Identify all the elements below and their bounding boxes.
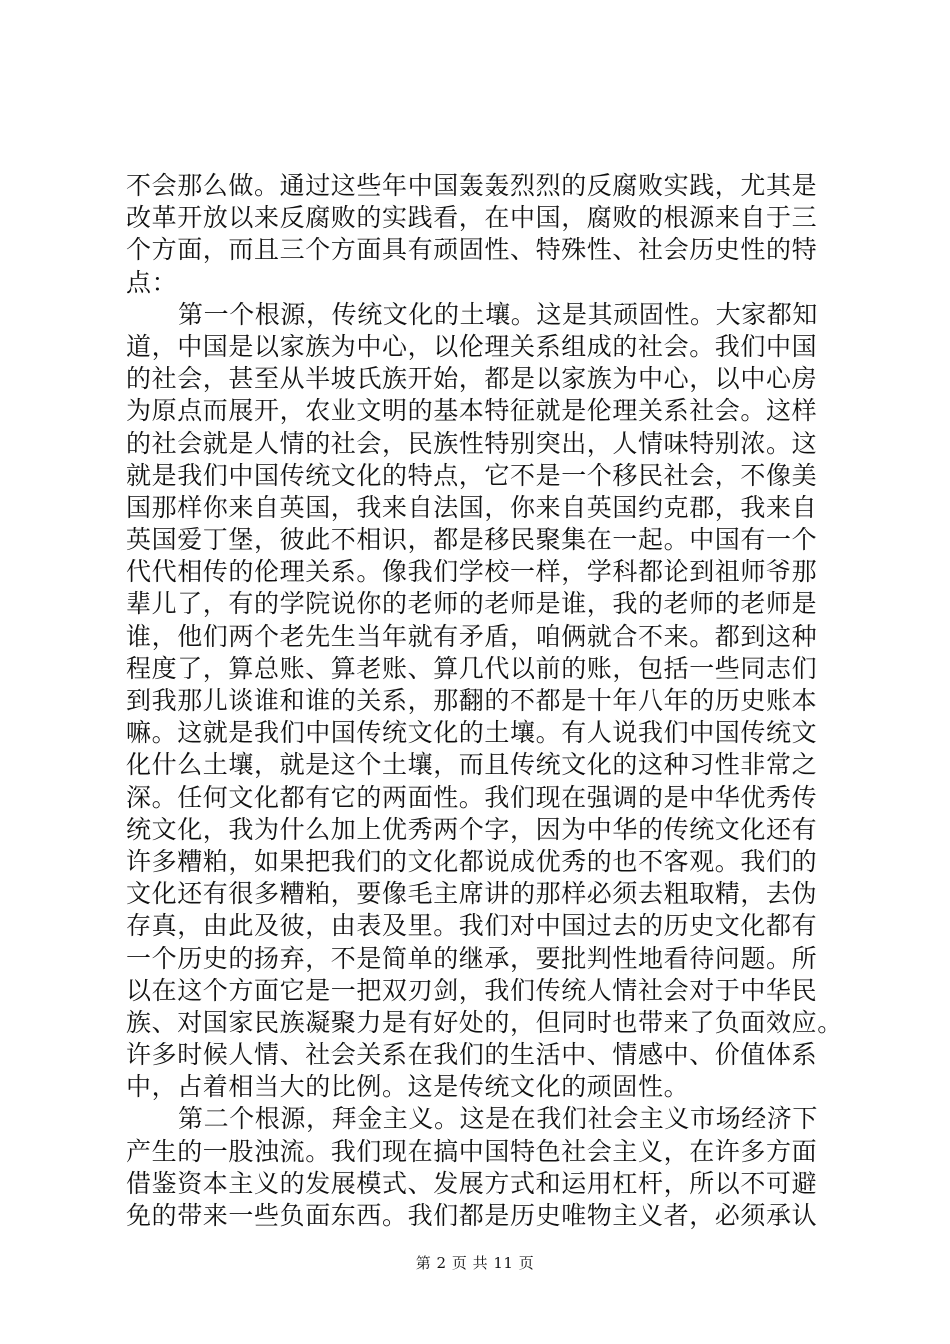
text-line: 许多糟粕，如果把我们的文化都说成优秀的也不客观。我们的: [126, 846, 818, 876]
text-line: 不会那么做。通过这些年中国轰轰烈烈的反腐败实践，尤其是: [126, 171, 818, 200]
text-line: 许多时候人情、社会关系在我们的生活中、情感中、价值体系: [126, 1040, 818, 1070]
text-line: 以在这个方面它是一把双刃剑，我们传统人情社会对于中华民: [126, 975, 818, 1005]
text-line: 中，占着相当大的比例。这是传统文化的顽固性。: [126, 1072, 690, 1102]
text-line: 点：: [126, 267, 178, 297]
text-line: 借鉴资本主义的发展模式、发展方式和运用杠杆，所以不可避: [126, 1168, 818, 1198]
text-line: 一个历史的扬弃，不是简单的继承，要批判性地看待问题。所: [126, 943, 818, 973]
text-line: 谁，他们两个老先生当年就有矛盾，咱俩就合不来。都到这种: [126, 621, 818, 651]
text-line: 统文化，我为什么加上优秀两个字，因为中华的传统文化还有: [126, 814, 818, 844]
text-line: 国那样你来自英国，我来自法国，你来自英国约克郡，我来自: [126, 492, 818, 522]
text-line: 程度了，算总账、算老账、算几代以前的账，包括一些同志们: [126, 653, 818, 683]
body-text: [126, 170, 846, 1232]
text-line: 第一个根源，传统文化的土壤。这是其顽固性。大家都知: [178, 299, 819, 329]
text-line: 到我那儿谈谁和谁的关系，那翻的不都是十年八年的历史账本: [126, 686, 818, 715]
text-line: 个方面，而且三个方面具有顽固性、特殊性、社会历史性的特: [126, 235, 818, 265]
text-line: 第二个根源，拜金主义。这是在我们社会主义市场经济下: [178, 1104, 819, 1134]
page-footer: 第 2 页 共 11 页: [415, 1254, 535, 1272]
text-line: 道，中国是以家族为中心，以伦理关系组成的社会。我们中国: [126, 331, 818, 361]
text-line: 产生的一股浊流。我们现在搞中国特色社会主义，在许多方面: [126, 1136, 818, 1166]
text-line: 的社会就是人情的社会，民族性特别突出，人情味特别浓。这: [126, 428, 818, 458]
text-line: 改革开放以来反腐败的实践看，在中国，腐败的根源来自于三: [126, 203, 818, 233]
text-line: 就是我们中国传统文化的特点，它不是一个移民社会，不像美: [126, 460, 818, 490]
text-line: 存真，由此及彼，由表及里。我们对中国过去的历史文化都有: [126, 911, 818, 941]
text-line: 为原点而展开，农业文明的基本特征就是伦理关系社会。这样: [126, 396, 818, 426]
text-line: 辈儿了，有的学院说你的老师的老师是谁，我的老师的老师是: [126, 589, 818, 619]
text-line: 嘛。这就是我们中国传统文化的土壤。有人说我们中国传统文: [126, 718, 818, 748]
text-line: 免的带来一些负面东西。我们都是历史唯物主义者，必须承认: [126, 1201, 818, 1230]
text-line: 代代相传的伦理关系。像我们学校一样，学科都论到祖师爷那: [126, 557, 818, 587]
text-line: 化什么土壤，就是这个土壤，而且传统文化的这种习性非常之: [126, 750, 818, 780]
text-line: 族、对国家民族凝聚力是有好处的，但同时也带来了负面效应。: [126, 1007, 843, 1037]
text-line: 文化还有很多糟粕，要像毛主席讲的那样必须去粗取精，去伪: [126, 879, 818, 909]
text-line: 的社会，甚至从半坡氏族开始，都是以家族为中心，以中心房: [126, 364, 818, 394]
text-line: 英国爱丁堡，彼此不相识，都是移民聚集在一起。中国有一个: [126, 525, 818, 555]
text-line: 深。任何文化都有它的两面性。我们现在强调的是中华优秀传: [126, 782, 818, 812]
